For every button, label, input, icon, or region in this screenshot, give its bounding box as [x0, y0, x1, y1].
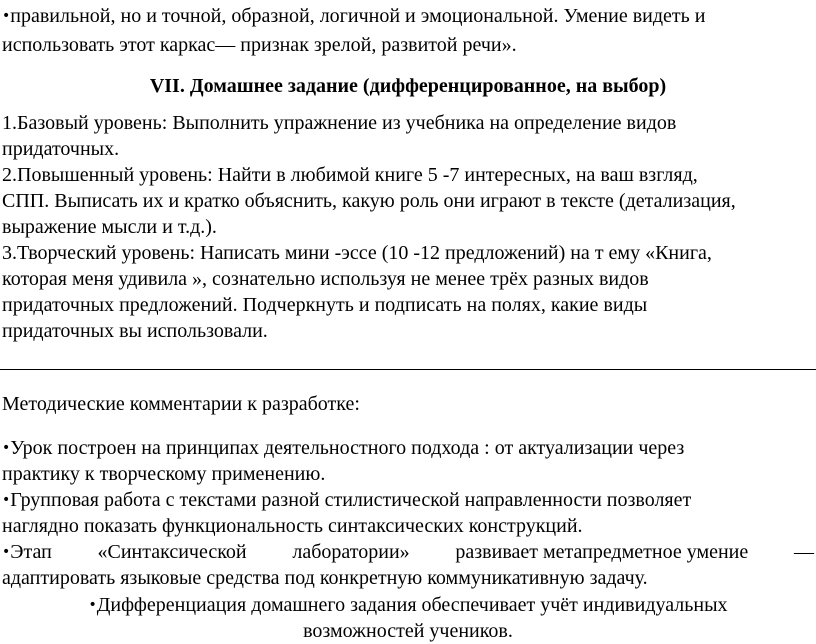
bullet-icon: •: [2, 544, 11, 560]
intro-text: [2, 3, 705, 29]
homework-line: 2.Повышенный уровень: Найти в любимой книге 5 -7 интересных, на ваш взгляд,: [2, 164, 698, 186]
comment-item-2-line-2: наглядно показать функциональность синтаксических конструкций.: [2, 515, 583, 537]
comment-item-3-word: «Синтаксической: [97, 541, 247, 563]
section-divider: [0, 369, 816, 370]
homework-line: СПП. Выписать их и кратко объяснить, какую роль они играют в тексте (детализация,: [2, 190, 736, 212]
comment-item-1: [2, 435, 684, 461]
bullet-icon: •: [2, 8, 11, 24]
comment-item-2-line-1: Групповая работа с текстами разной стилистической направленности позволяет: [10, 489, 692, 511]
comment-item-4-line-1: Дифференциация домашнего задания обеспечивает учёт индивидуальных: [96, 594, 728, 616]
comment-item-1-line-1: Урок построен на принципах деятельностного подхода : от актуализации через: [10, 437, 685, 459]
comments-title: Методические комментарии к разработке:: [2, 393, 360, 415]
comment-item-2: [2, 487, 691, 513]
intro-line-1: правильной, но и точной, образной, логичной и эмоциональной. Умение видеть и: [10, 5, 706, 27]
homework-line: придаточных предложений. Подчеркнуть и подписать на полях, какие виды: [2, 294, 648, 316]
homework-heading: VII. Домашнее задание (дифференцированное, на выбор): [149, 75, 667, 97]
homework-line: 1.Базовый уровень: Выполнить упражнение из учебника на определение видов: [2, 112, 677, 134]
comment-item-3-word: развивает метапредметное умение: [455, 541, 749, 563]
bullet-icon: •: [2, 440, 11, 456]
homework-line: 3.Творческий уровень: Написать мини -эссе (10 -12 предложений) на т ему «Книга,: [2, 242, 712, 264]
homework-line: придаточных.: [2, 138, 120, 160]
homework-line: придаточных вы использовали.: [2, 320, 268, 342]
comment-item-3-word: лаборатории»: [292, 541, 410, 563]
comment-item-3-word: •Этап: [2, 541, 52, 563]
comment-item-1-line-2: практику к творческому применению.: [2, 463, 326, 485]
comment-item-3: [2, 539, 814, 565]
intro-line-2: использовать этот каркас— признак зрелой, развитой речи».: [2, 34, 517, 56]
comment-item-3-word: —: [794, 541, 814, 563]
homework-line: которая меня удивила », сознательно используя не менее трёх разных видов: [2, 268, 649, 290]
comment-item-3-line-2: адаптировать языковые средства под конкретную коммуникативную задачу.: [2, 567, 648, 589]
bullet-icon: •: [88, 597, 97, 613]
bullet-icon: •: [2, 492, 11, 508]
homework-line: выражение мысли и т.д.).: [2, 216, 217, 238]
comment-item-4-line-2: возможностей учеников.: [303, 620, 513, 642]
comment-item-4: [0, 592, 816, 618]
